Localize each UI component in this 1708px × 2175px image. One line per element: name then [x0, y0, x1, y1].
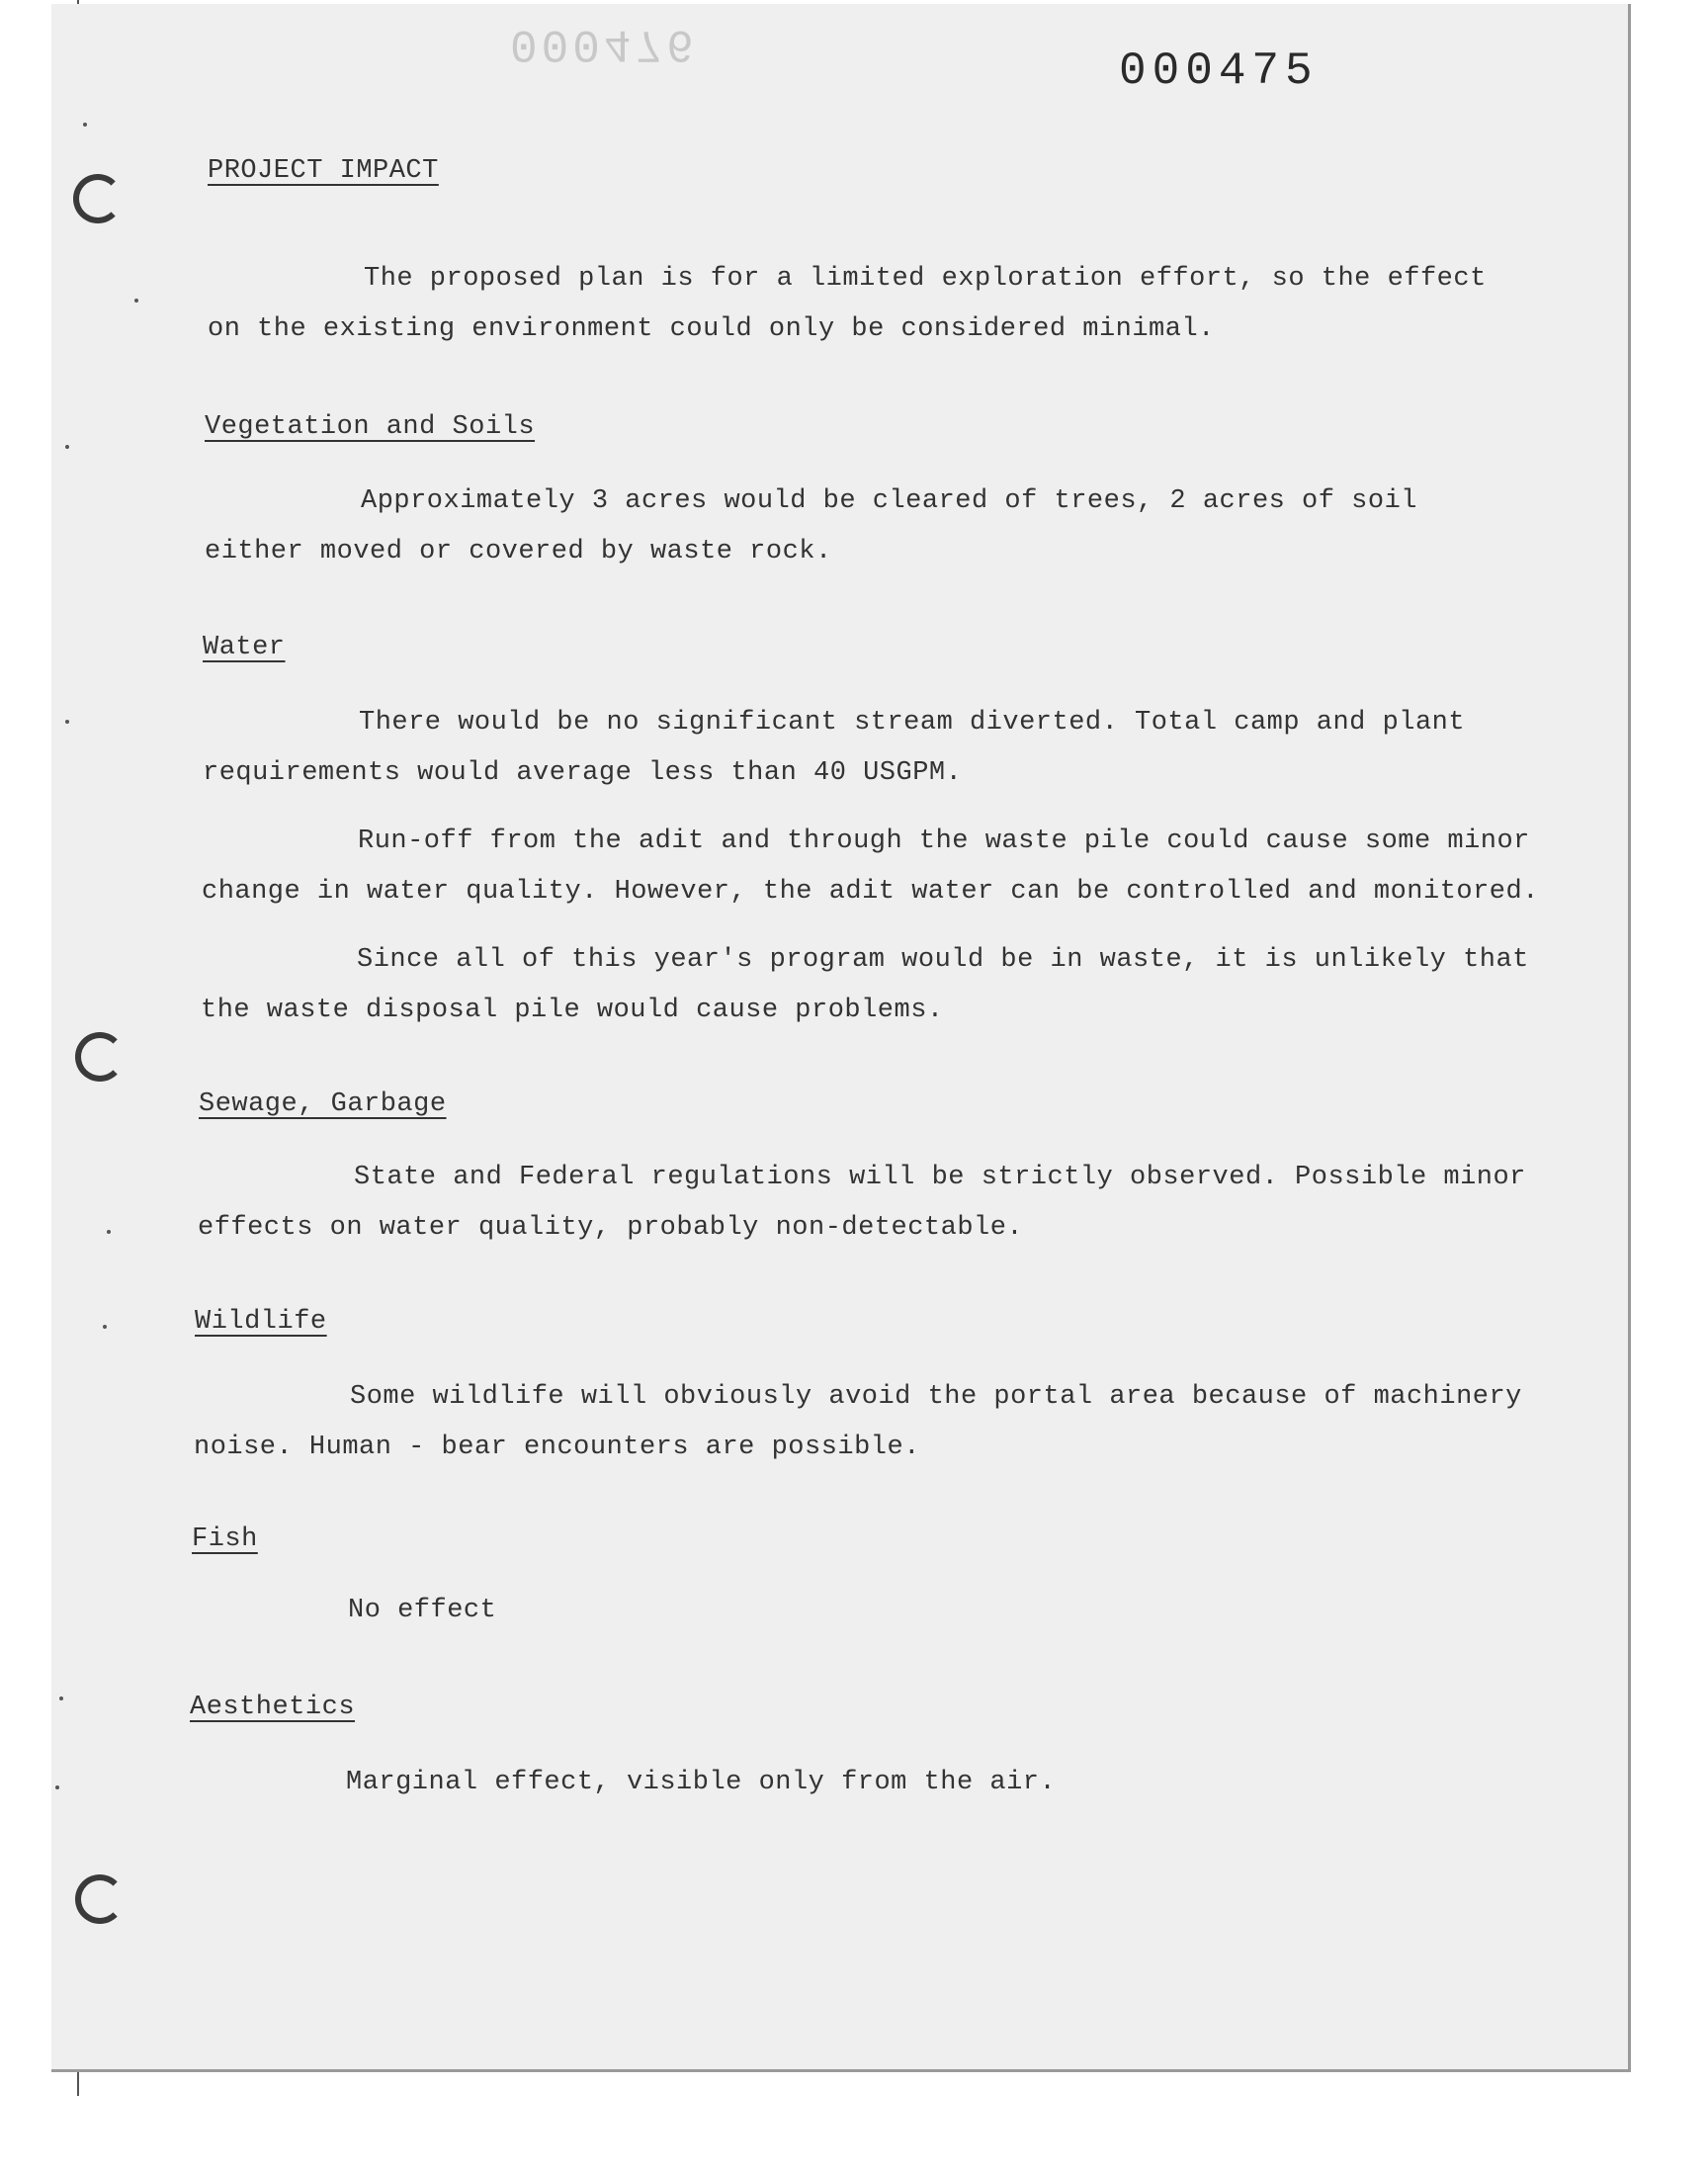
text-line: requirements would average less than 40 USGPM. [203, 758, 963, 788]
paragraph-water-1 [203, 698, 1465, 799]
paragraph-fish [192, 1586, 496, 1636]
speck [65, 445, 69, 449]
paragraph-wildlife [194, 1372, 1522, 1473]
page-number: 000475 [1119, 45, 1319, 97]
text-line: Run-off from the adit and through the waste pile could cause some minor [358, 826, 1530, 856]
speck [83, 123, 87, 127]
text-line: the waste disposal pile would cause problems. [201, 996, 944, 1025]
heading-fish: Fish [192, 1524, 258, 1554]
heading-project-impact: PROJECT IMPACT [208, 156, 439, 186]
heading-sewage-garbage: Sewage, Garbage [199, 1089, 447, 1119]
text-line: There would be no significant stream diverted. Total camp and plant [359, 708, 1466, 738]
text-line: The proposed plan is for a limited exploration effort, so the effect [364, 264, 1487, 294]
text-line: Approximately 3 acres would be cleared of trees, 2 acres of soil [361, 486, 1417, 516]
paragraph-aesthetics [190, 1758, 1056, 1808]
text-line: effects on water quality, probably non-detectable. [198, 1213, 1024, 1243]
paragraph-water-2 [202, 817, 1539, 917]
punch-hole-bottom [75, 1874, 125, 1924]
punch-hole-middle [75, 1032, 125, 1082]
text-line: Since all of this year's program would be in waste, it is unlikely that [357, 945, 1529, 975]
paragraph-sewage-garbage [198, 1153, 1526, 1254]
text-line: either moved or covered by waste rock. [205, 537, 832, 566]
text-line: Some wildlife will obviously avoid the portal area because of machinery [350, 1382, 1522, 1412]
bleed-through-number: 000476 [510, 18, 698, 69]
paragraph-water-3 [201, 935, 1529, 1036]
text-line: noise. Human - bear encounters are possible. [194, 1433, 920, 1462]
speck [65, 720, 69, 724]
speck [107, 1230, 111, 1234]
speck [55, 1785, 59, 1789]
heading-wildlife: Wildlife [195, 1307, 327, 1337]
punch-hole-top [73, 174, 123, 223]
text-line: No effect [348, 1596, 497, 1625]
text-line: Marginal effect, visible only from the air. [346, 1768, 1057, 1797]
speck [59, 1696, 63, 1700]
text-line: change in water quality. However, the adit water can be controlled and monitored. [202, 877, 1539, 907]
paragraph-vegetation-soils [205, 477, 1417, 577]
paragraph-project-impact [208, 254, 1487, 355]
text-line: on the existing environment could only be considered minimal. [208, 314, 1215, 344]
text-line: State and Federal regulations will be strictly observed. Possible minor [354, 1163, 1526, 1192]
speck [134, 299, 138, 303]
heading-aesthetics: Aesthetics [190, 1693, 356, 1722]
heading-water: Water [203, 633, 286, 662]
speck [103, 1325, 107, 1329]
heading-vegetation-soils: Vegetation and Soils [205, 412, 536, 442]
